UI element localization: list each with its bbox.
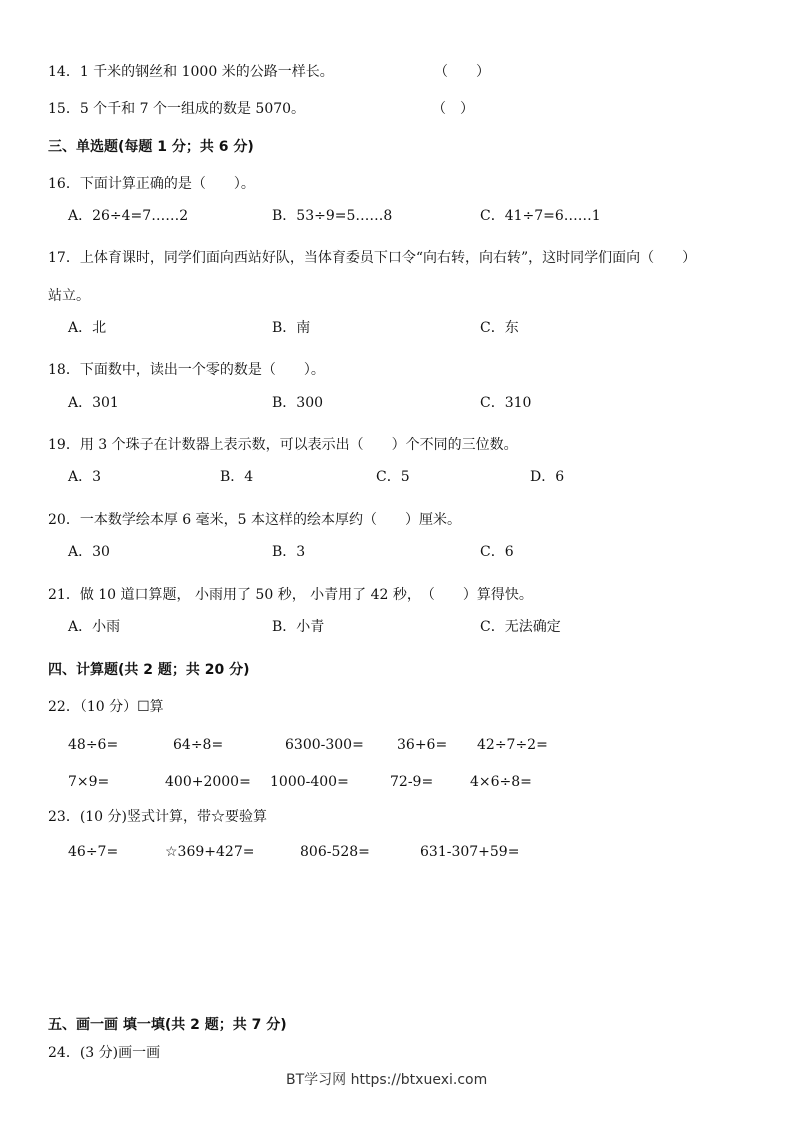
q22-title: 22．（10 分）☐算 xyxy=(48,699,164,715)
q16-option-b: B．53÷9=5……8 xyxy=(272,208,393,224)
q22-expr-8: 1000-400= xyxy=(270,774,349,790)
q20-option-a: A．30 xyxy=(68,544,110,560)
q20-text: 20．一本数学绘本厚 6 毫米，5 本这样的绘本厚约（ ）厘米。 xyxy=(48,512,461,528)
q22-expr-9: 72-9= xyxy=(390,774,434,790)
q18-option-b: B．300 xyxy=(272,395,324,411)
q22-expr-5: 42÷7÷2= xyxy=(477,737,548,753)
q23-expr-1: 46÷7= xyxy=(68,844,119,860)
q21-option-c: C．无法确定 xyxy=(480,619,561,635)
q21-option-b: B．小青 xyxy=(272,619,325,635)
q16-option-a: A．26÷4=7……2 xyxy=(68,208,189,224)
footer-watermark: BT学习网 https://btxuexi.com xyxy=(286,1072,488,1088)
q23-expr-3: 806-528= xyxy=(300,844,370,860)
section-heading-3: 三、单选题(每题 1 分；共 6 分) xyxy=(48,139,254,155)
q18-option-a: A．301 xyxy=(68,395,119,411)
q22-expr-6: 7×9= xyxy=(68,774,110,790)
q15-text: 15．5 个千和 7 个一组成的数是 5070。 xyxy=(48,101,306,117)
q23-expr-4: 631-307+59= xyxy=(420,844,520,860)
q17-option-a: A．北 xyxy=(68,320,107,336)
section-heading-4: 四、计算题(共 2 题；共 20 分) xyxy=(48,662,250,678)
q21-option-a: A．小雨 xyxy=(68,619,121,635)
q15-answer-paren: （ ） xyxy=(432,101,474,117)
q17-option-b: B．南 xyxy=(272,320,311,336)
section-heading-5: 五、画一画 填一填(共 2 题；共 7 分) xyxy=(48,1017,287,1033)
q22-expr-1: 48÷6= xyxy=(68,737,119,753)
q14-answer-paren: （ ） xyxy=(434,64,490,80)
q20-option-b: B．3 xyxy=(272,544,306,560)
q16-text: 16．下面计算正确的是（ ）。 xyxy=(48,176,255,192)
q24-title: 24．(3 分)画一画 xyxy=(48,1045,161,1061)
q19-option-d: D．6 xyxy=(530,469,565,485)
q18-option-c: C．310 xyxy=(480,395,532,411)
q16-option-c: C．41÷7=6……1 xyxy=(480,208,601,224)
q19-option-c: C．5 xyxy=(376,469,410,485)
q22-expr-2: 64÷8= xyxy=(173,737,224,753)
q21-text: 21．做 10 道口算题， 小雨用了 50 秒， 小青用了 42 秒， （ ）算得快。 xyxy=(48,587,533,603)
q18-text: 18．下面数中，读出一个零的数是（ ）。 xyxy=(48,362,325,378)
q22-expr-7: 400+2000= xyxy=(165,774,251,790)
q22-expr-3: 6300-300= xyxy=(285,737,364,753)
q19-option-b: B．4 xyxy=(220,469,254,485)
q14-text: 14．1 千米的钢丝和 1000 米的公路一样长。 xyxy=(48,64,334,80)
q23-expr-2: ☆369+427= xyxy=(165,844,255,860)
q17-option-c: C．东 xyxy=(480,320,519,336)
q22-expr-10: 4×6÷8= xyxy=(470,774,532,790)
q17-text-line1: 17．上体育课时，同学们面向西站好队，当体育委员下口令“向右转，向右转”，这时同学们面向（ ） xyxy=(48,250,697,266)
q23-title: 23．(10 分)竖式计算，带☆要验算 xyxy=(48,809,268,825)
q19-text: 19．用 3 个珠子在计数器上表示数，可以表示出（ ）个不同的三位数。 xyxy=(48,437,518,453)
q22-expr-4: 36+6= xyxy=(397,737,448,753)
q17-text-line2: 站立。 xyxy=(48,288,90,304)
q20-option-c: C．6 xyxy=(480,544,514,560)
q19-option-a: A．3 xyxy=(68,469,102,485)
